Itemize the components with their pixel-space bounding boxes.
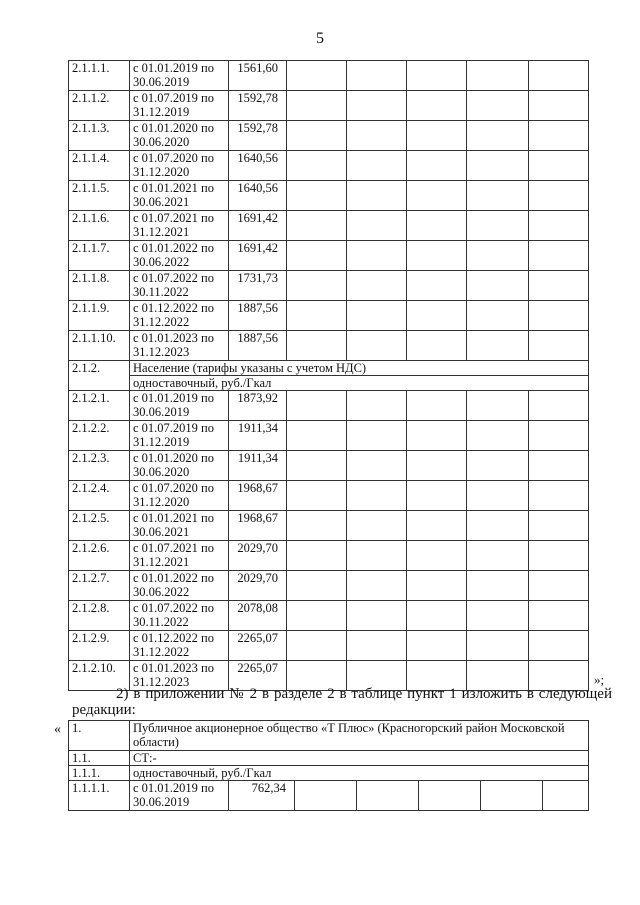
t2-num: 1.1.1. xyxy=(69,766,130,781)
empty-cell xyxy=(347,91,407,121)
row-number: 2.1.1.1. xyxy=(69,61,130,91)
table-row xyxy=(69,151,589,181)
t2-row-unit xyxy=(69,766,589,781)
empty-cell xyxy=(347,631,407,661)
row-number: 2.1.1.7. xyxy=(69,241,130,271)
empty-cell xyxy=(529,301,589,331)
empty-cell xyxy=(347,121,407,151)
empty-cell xyxy=(467,181,529,211)
empty-cell xyxy=(467,631,529,661)
empty-cell xyxy=(347,151,407,181)
empty-cell xyxy=(347,61,407,91)
row-number: 2.1.2.1. xyxy=(69,391,130,421)
empty-cell xyxy=(347,541,407,571)
row-value: 1640,56 xyxy=(229,151,287,181)
empty-cell xyxy=(529,91,589,121)
row-value: 1731,73 xyxy=(229,271,287,301)
row-period: с 01.01.2019 по 30.06.2019 xyxy=(130,61,229,91)
empty-cell xyxy=(287,541,347,571)
empty-cell xyxy=(347,181,407,211)
row-period: с 01.07.2019 по 31.12.2019 xyxy=(130,91,229,121)
row-period: с 01.07.2019 по 31.12.2019 xyxy=(130,421,229,451)
empty-cell xyxy=(287,61,347,91)
row-value: 1968,67 xyxy=(229,511,287,541)
empty-cell xyxy=(287,181,347,211)
row-period: с 01.01.2020 по 30.06.2020 xyxy=(130,121,229,151)
empty-cell xyxy=(347,511,407,541)
empty-cell xyxy=(529,601,589,631)
page-number: 5 xyxy=(316,30,324,47)
row-number: 2.1.1.10. xyxy=(69,331,130,361)
empty-cell xyxy=(347,421,407,451)
row-value: 1887,56 xyxy=(229,331,287,361)
row-value: 1691,42 xyxy=(229,211,287,241)
row-period: с 01.01.2020 по 30.06.2020 xyxy=(130,451,229,481)
empty-cell xyxy=(529,331,589,361)
table1-group-a xyxy=(69,61,589,361)
table-row xyxy=(69,271,589,301)
t2-row-st xyxy=(69,751,589,766)
section-unit: одноставочный, руб./Гкал xyxy=(130,376,589,391)
empty-cell xyxy=(287,481,347,511)
row-period: с 01.07.2021 по 31.12.2021 xyxy=(130,541,229,571)
empty-cell xyxy=(407,421,467,451)
empty-cell xyxy=(467,421,529,451)
row-period: с 01.01.2022 по 30.06.2022 xyxy=(130,241,229,271)
empty-cell xyxy=(347,601,407,631)
row-value: 2265,07 xyxy=(229,631,287,661)
section-unit-row xyxy=(69,376,589,391)
empty-cell xyxy=(467,451,529,481)
row-value: 1968,67 xyxy=(229,481,287,511)
open-quote: « xyxy=(54,722,61,737)
empty-cell xyxy=(407,241,467,271)
empty-cell xyxy=(347,451,407,481)
empty-cell xyxy=(529,211,589,241)
empty-cell xyxy=(287,301,347,331)
empty-cell xyxy=(407,391,467,421)
row-number: 2.1.2.6. xyxy=(69,541,130,571)
row-period: с 01.01.2021 по 30.06.2021 xyxy=(130,181,229,211)
empty-cell xyxy=(407,451,467,481)
empty-cell xyxy=(419,781,481,811)
empty-cell xyxy=(407,91,467,121)
table-row xyxy=(69,451,589,481)
row-number: 2.1.1.2. xyxy=(69,91,130,121)
empty-cell xyxy=(407,511,467,541)
empty-cell xyxy=(407,181,467,211)
empty-cell xyxy=(467,541,529,571)
row-value: 1873,92 xyxy=(229,391,287,421)
empty-cell xyxy=(357,781,419,811)
row-period: с 01.07.2022 по 30.11.2022 xyxy=(130,601,229,631)
t2-num: 1. xyxy=(69,721,130,751)
empty-cell xyxy=(347,481,407,511)
table-row xyxy=(69,61,589,91)
table-row xyxy=(69,511,589,541)
table-row xyxy=(69,331,589,361)
empty-cell xyxy=(529,511,589,541)
table-row xyxy=(69,631,589,661)
row-number: 2.1.2.7. xyxy=(69,571,130,601)
empty-cell xyxy=(529,481,589,511)
empty-cell xyxy=(407,541,467,571)
empty-cell xyxy=(347,391,407,421)
empty-cell xyxy=(407,601,467,631)
row-value: 1592,78 xyxy=(229,91,287,121)
row-value: 1911,34 xyxy=(229,451,287,481)
row-value: 2029,70 xyxy=(229,541,287,571)
empty-cell xyxy=(407,481,467,511)
t2-num: 1.1.1.1. xyxy=(69,781,130,811)
row-value: 2029,70 xyxy=(229,571,287,601)
t2-text: СТ:- xyxy=(130,751,589,766)
empty-cell xyxy=(407,151,467,181)
t2-period: с 01.01.2019 по 30.06.2019 xyxy=(130,781,229,811)
row-value: 2078,08 xyxy=(229,601,287,631)
section-title: Население (тарифы указаны с учетом НДС) xyxy=(130,361,589,376)
row-value: 1911,34 xyxy=(229,421,287,451)
empty-cell xyxy=(481,781,543,811)
row-number: 2.1.1.9. xyxy=(69,301,130,331)
row-number: 2.1.1.4. xyxy=(69,151,130,181)
empty-cell xyxy=(407,631,467,661)
row-number: 2.1.1.8. xyxy=(69,271,130,301)
empty-cell xyxy=(287,271,347,301)
table-row xyxy=(69,421,589,451)
empty-cell xyxy=(529,181,589,211)
empty-cell xyxy=(467,601,529,631)
empty-cell xyxy=(407,331,467,361)
row-value: 1592,78 xyxy=(229,121,287,151)
section-num: 2.1.2. xyxy=(69,361,130,391)
empty-cell xyxy=(347,571,407,601)
row-number: 2.1.2.8. xyxy=(69,601,130,631)
row-value: 1691,42 xyxy=(229,241,287,271)
row-number: 2.1.2.9. xyxy=(69,631,130,661)
empty-cell xyxy=(287,241,347,271)
empty-cell xyxy=(407,571,467,601)
empty-cell xyxy=(543,781,589,811)
empty-cell xyxy=(529,541,589,571)
row-number: 2.1.1.5. xyxy=(69,181,130,211)
row-value: 2265,07 xyxy=(229,661,287,691)
empty-cell xyxy=(407,121,467,151)
empty-cell xyxy=(529,151,589,181)
row-value: 1640,56 xyxy=(229,181,287,211)
row-period: с 01.01.2021 по 30.06.2021 xyxy=(130,511,229,541)
empty-cell xyxy=(467,391,529,421)
table-row xyxy=(69,91,589,121)
empty-cell xyxy=(467,481,529,511)
table-row xyxy=(69,571,589,601)
empty-cell xyxy=(407,61,467,91)
empty-cell xyxy=(287,451,347,481)
empty-cell xyxy=(287,211,347,241)
empty-cell xyxy=(467,121,529,151)
empty-cell xyxy=(529,451,589,481)
table1-group-b xyxy=(69,391,589,691)
empty-cell xyxy=(529,241,589,271)
empty-cell xyxy=(467,151,529,181)
empty-cell xyxy=(467,301,529,331)
table-row xyxy=(69,181,589,211)
row-number: 2.1.1.6. xyxy=(69,211,130,241)
empty-cell xyxy=(529,571,589,601)
empty-cell xyxy=(287,391,347,421)
t2-value: 762,34 xyxy=(229,781,295,811)
amendment-paragraph: 2) в приложении № 2 в разделе 2 в таблице пункт 1 изложить в следующей редакции: xyxy=(72,686,612,718)
empty-cell xyxy=(347,241,407,271)
tariff-table-main xyxy=(68,60,589,691)
table-row xyxy=(69,211,589,241)
row-period: с 01.01.2022 по 30.06.2022 xyxy=(130,571,229,601)
empty-cell xyxy=(347,211,407,241)
table-row xyxy=(69,601,589,631)
empty-cell xyxy=(467,61,529,91)
empty-cell xyxy=(467,571,529,601)
row-period: с 01.07.2022 по 30.11.2022 xyxy=(130,271,229,301)
empty-cell xyxy=(287,151,347,181)
empty-cell xyxy=(407,301,467,331)
table-end-quote: »; xyxy=(594,672,605,687)
row-number: 2.1.2.3. xyxy=(69,451,130,481)
table-row xyxy=(69,391,589,421)
empty-cell xyxy=(287,631,347,661)
empty-cell xyxy=(467,211,529,241)
t2-text: одноставочный, руб./Гкал xyxy=(130,766,589,781)
empty-cell xyxy=(467,91,529,121)
tariff-table-appendix xyxy=(68,720,589,811)
empty-cell xyxy=(287,601,347,631)
t2-row-org xyxy=(69,721,589,751)
empty-cell xyxy=(467,271,529,301)
empty-cell xyxy=(467,331,529,361)
empty-cell xyxy=(529,271,589,301)
empty-cell xyxy=(529,421,589,451)
row-number: 2.1.2.4. xyxy=(69,481,130,511)
section-row xyxy=(69,361,589,376)
row-value: 1561,60 xyxy=(229,61,287,91)
empty-cell xyxy=(407,271,467,301)
row-period: с 01.07.2020 по 31.12.2020 xyxy=(130,151,229,181)
table-row xyxy=(69,541,589,571)
empty-cell xyxy=(287,121,347,151)
empty-cell xyxy=(529,391,589,421)
empty-cell xyxy=(529,61,589,91)
row-period: с 01.07.2021 по 31.12.2021 xyxy=(130,211,229,241)
empty-cell xyxy=(287,511,347,541)
empty-cell xyxy=(287,421,347,451)
empty-cell xyxy=(287,571,347,601)
empty-cell xyxy=(529,631,589,661)
empty-cell xyxy=(529,121,589,151)
row-number: 2.1.2.5. xyxy=(69,511,130,541)
row-number: 2.1.1.3. xyxy=(69,121,130,151)
empty-cell xyxy=(287,91,347,121)
row-period: с 01.01.2023 по 31.12.2023 xyxy=(130,331,229,361)
table-row xyxy=(69,481,589,511)
empty-cell xyxy=(347,331,407,361)
table1-section xyxy=(69,361,589,391)
t2-num: 1.1. xyxy=(69,751,130,766)
empty-cell xyxy=(407,211,467,241)
empty-cell xyxy=(295,781,357,811)
empty-cell xyxy=(467,241,529,271)
row-period: с 01.12.2022 по 31.12.2022 xyxy=(130,301,229,331)
empty-cell xyxy=(467,511,529,541)
empty-cell xyxy=(347,301,407,331)
table-row xyxy=(69,301,589,331)
row-number: 2.1.2.2. xyxy=(69,421,130,451)
row-value: 1887,56 xyxy=(229,301,287,331)
row-period: с 01.01.2023 по 31.12.2023 xyxy=(130,661,229,691)
empty-cell xyxy=(287,331,347,361)
row-period: с 01.07.2020 по 31.12.2020 xyxy=(130,481,229,511)
table-row xyxy=(69,241,589,271)
t2-row-period xyxy=(69,781,589,811)
row-period: с 01.01.2019 по 30.06.2019 xyxy=(130,391,229,421)
row-number: 2.1.2.10. xyxy=(69,661,130,691)
row-period: с 01.12.2022 по 31.12.2022 xyxy=(130,631,229,661)
table-row xyxy=(69,121,589,151)
empty-cell xyxy=(347,271,407,301)
t2-text: Публичное акционерное общество «Т Плюс» (Красногорский район Московской области) xyxy=(130,721,589,751)
